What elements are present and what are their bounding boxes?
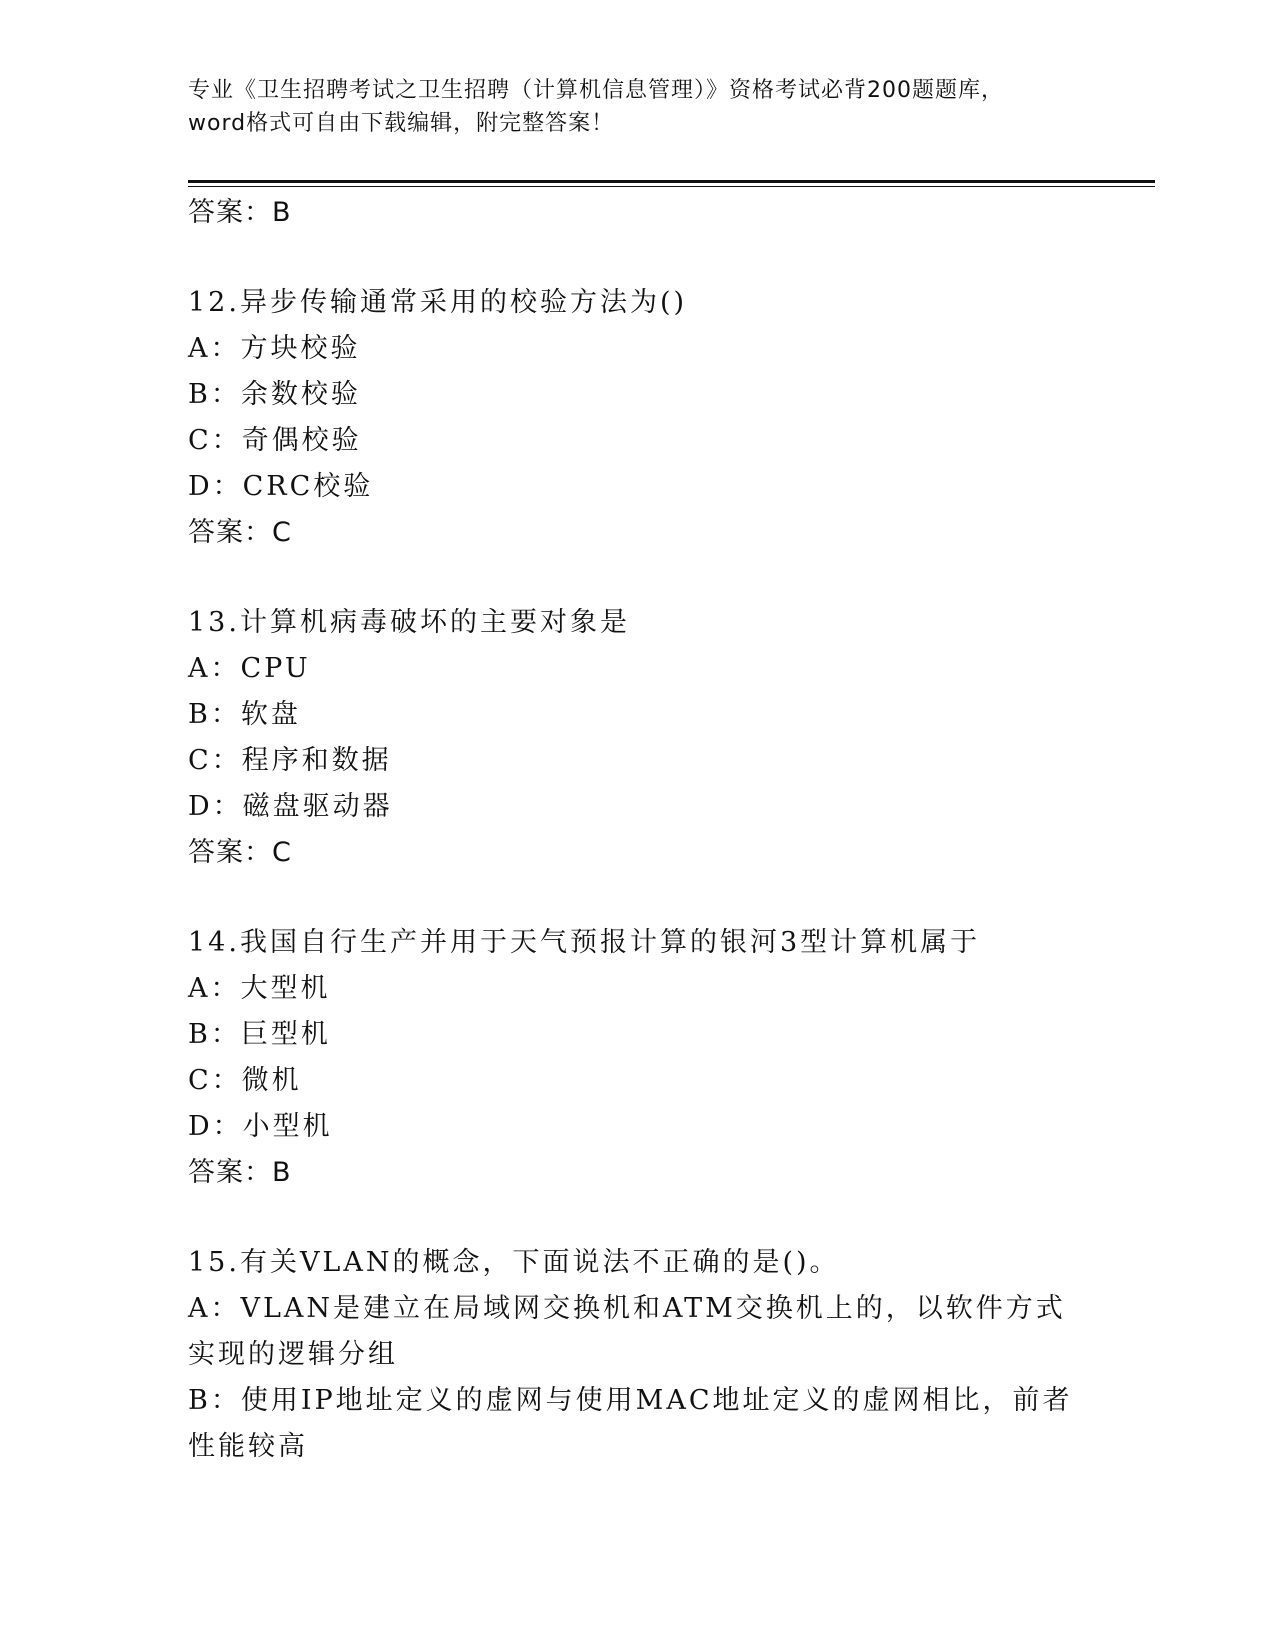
- page-header: [188, 74, 1088, 140]
- question-gap: [188, 1196, 1088, 1240]
- question-gap: [188, 556, 1088, 600]
- option-d: D：CRC校验: [188, 471, 374, 502]
- answer: 答案：C: [188, 517, 292, 548]
- option-d: D：小型机: [188, 1111, 333, 1142]
- question-15: [188, 1240, 1088, 1470]
- question-stem: 12.异步传输通常采用的校验方法为(): [188, 287, 688, 318]
- header-line-1: 专业《卫生招聘考试之卫生招聘（计算机信息管理）》资格考试必背200题题库，: [188, 78, 1004, 103]
- question-13: [188, 600, 1088, 876]
- question-12: [188, 280, 1088, 556]
- answer: 答案：B: [188, 1157, 292, 1188]
- question-stem: 13.计算机病毒破坏的主要对象是: [188, 607, 630, 638]
- option-b: B：巨型机: [188, 1019, 331, 1050]
- question-stem: 15.有关VLAN的概念，下面说法不正确的是()。: [188, 1247, 840, 1278]
- question-stem: 14.我国自行生产并用于天气预报计算的银河3型计算机属于: [188, 927, 981, 958]
- option-a: A：大型机: [188, 973, 331, 1004]
- option-b: B：软盘: [188, 699, 301, 730]
- option-b: B：使用IP地址定义的虚网与使用MAC地址定义的虚网相比，前者性能较高: [188, 1385, 1073, 1462]
- question-gap: [188, 876, 1088, 920]
- option-a: A：CPU: [188, 653, 311, 684]
- option-a: A：方块校验: [188, 333, 361, 364]
- option-c: C：程序和数据: [188, 745, 392, 776]
- option-c: C：微机: [188, 1065, 302, 1096]
- header-rule-thin: [188, 186, 1155, 187]
- question-gap: [188, 236, 1088, 280]
- option-b: B：余数校验: [188, 379, 361, 410]
- option-c: C：奇偶校验: [188, 425, 362, 456]
- question-14: [188, 920, 1088, 1196]
- header-rule-thick: [188, 180, 1155, 183]
- option-a: A：VLAN是建立在局域网交换机和ATM交换机上的，以软件方式实现的逻辑分组: [188, 1293, 1066, 1370]
- header-line-2: word格式可自由下载编辑，附完整答案！: [188, 111, 615, 136]
- question-list: [188, 190, 1088, 1470]
- previous-answer: 答案：B: [188, 197, 292, 228]
- answer: 答案：C: [188, 837, 292, 868]
- option-d: D：磁盘驱动器: [188, 791, 393, 822]
